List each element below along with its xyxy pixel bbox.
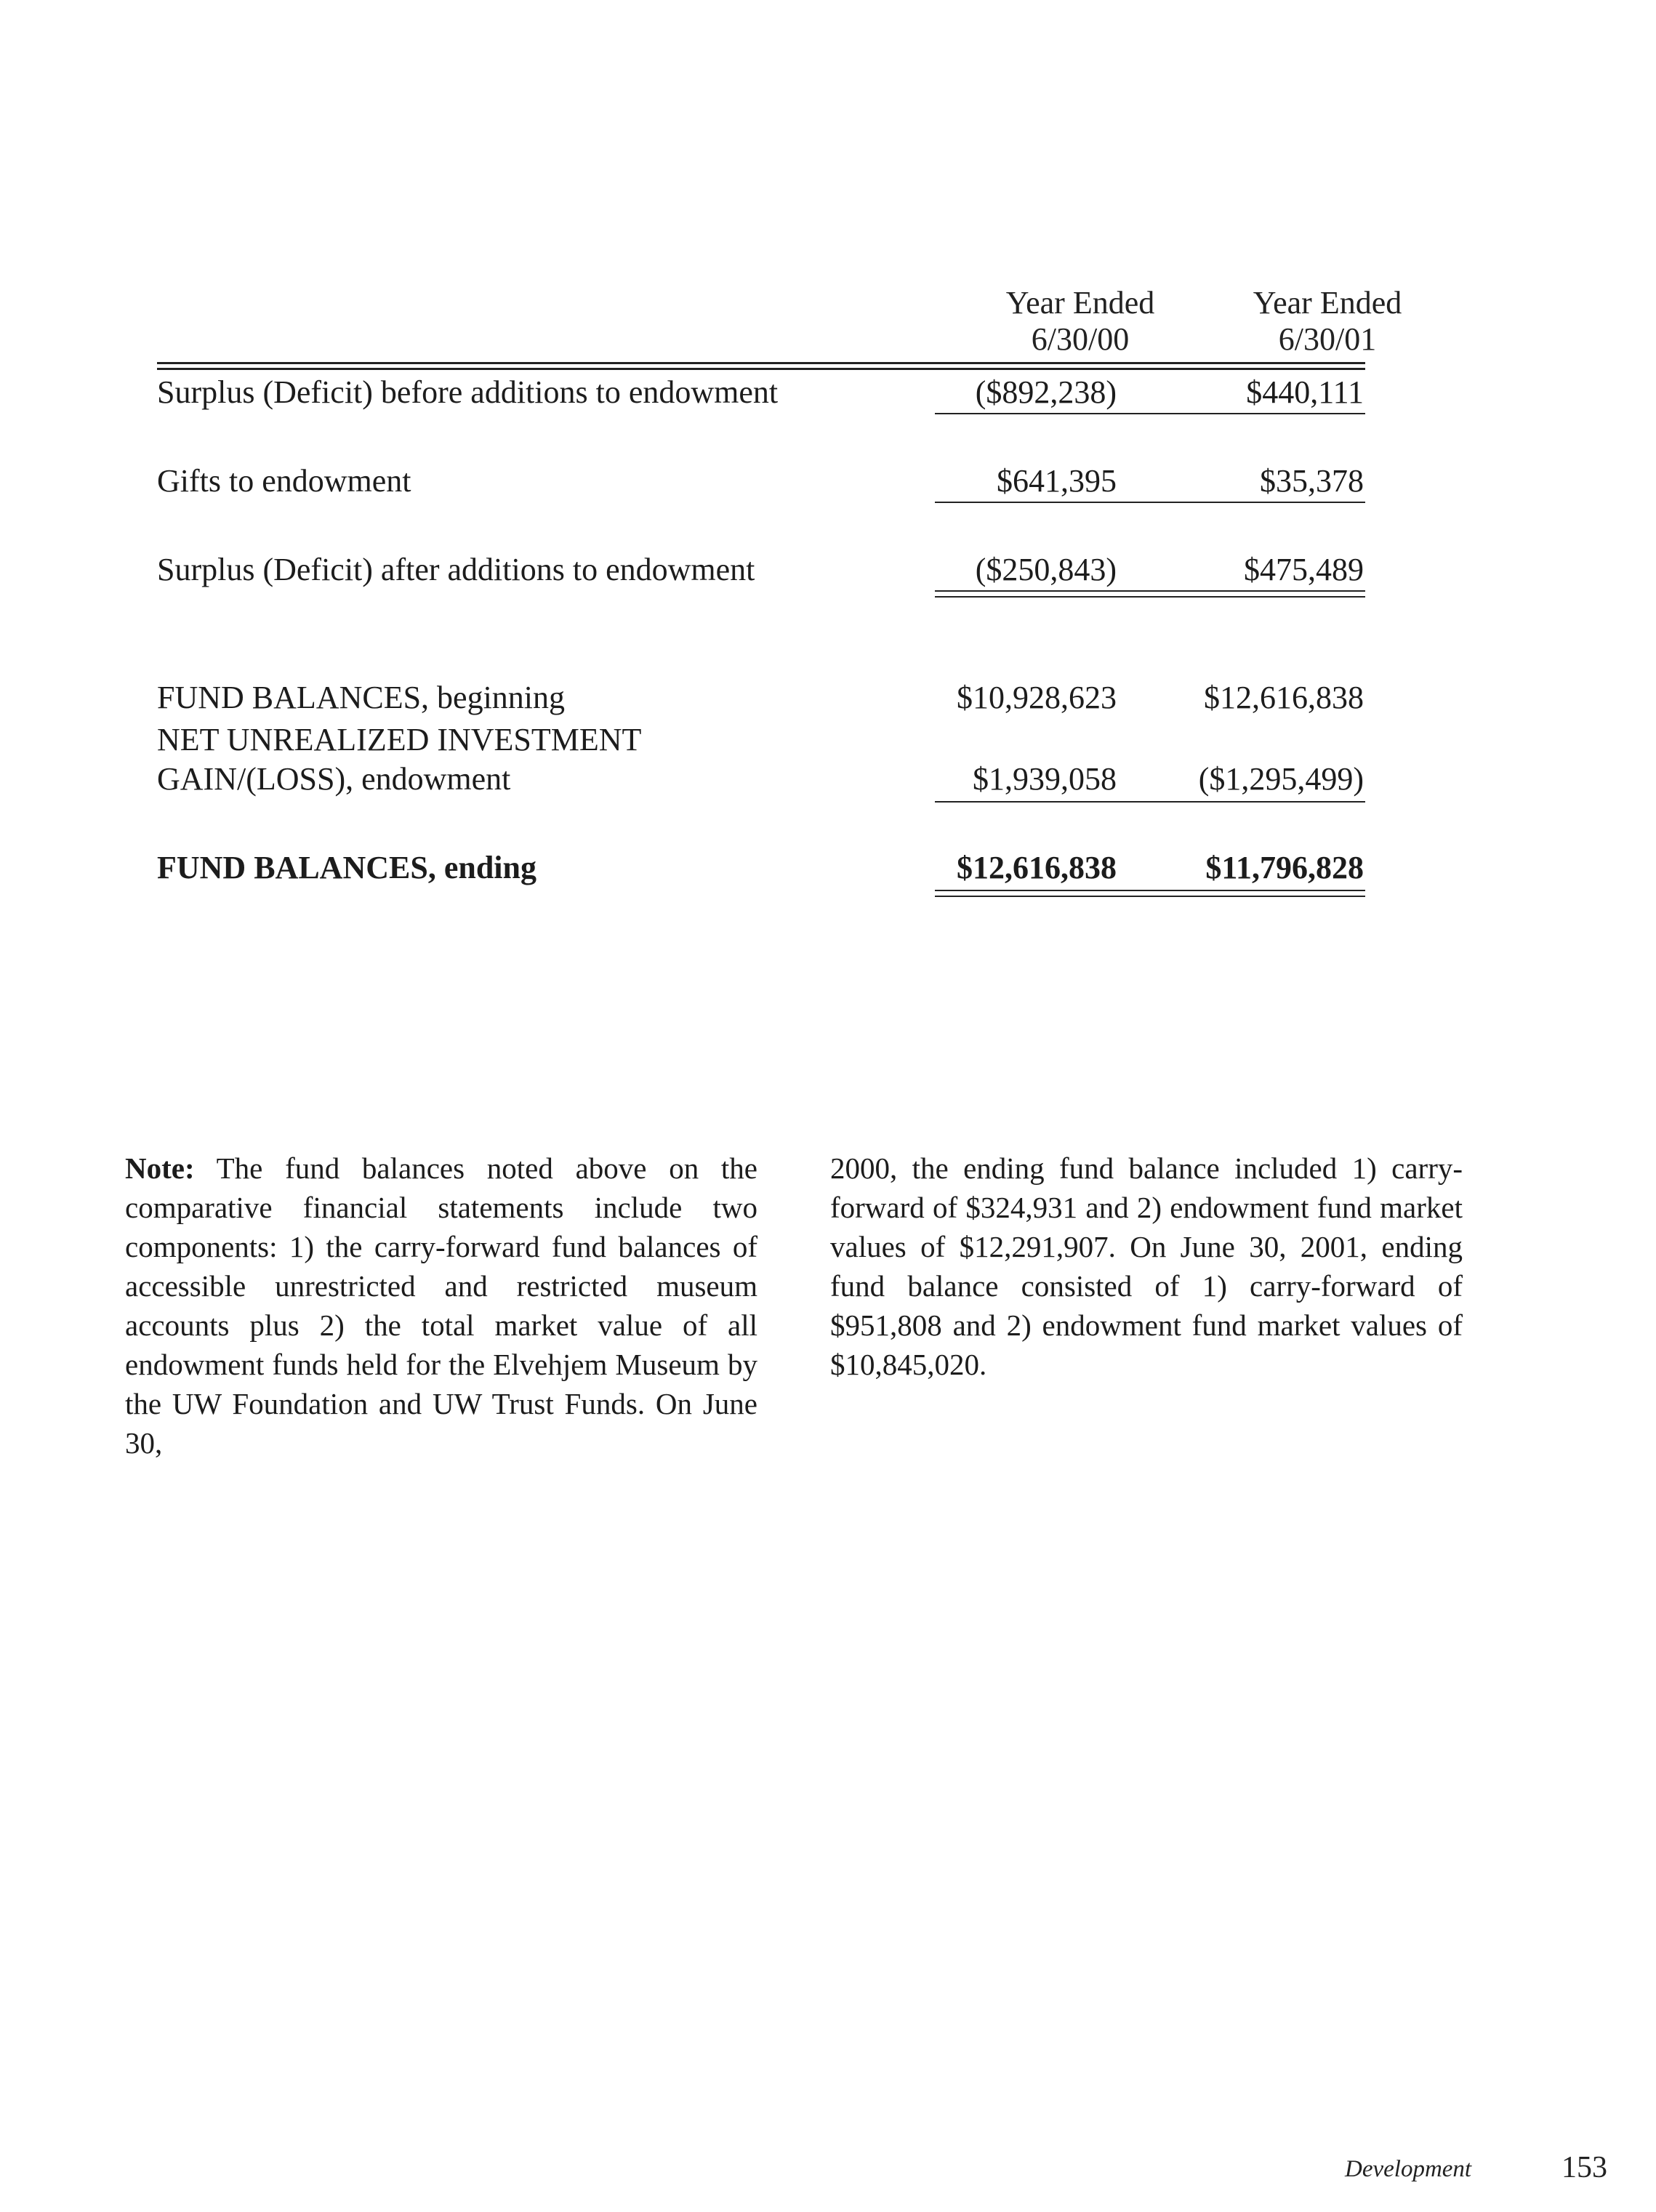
- value-2001: $440,111: [1246, 374, 1364, 410]
- table-row: [157, 372, 1365, 416]
- table-row: [157, 720, 1365, 763]
- double-underline: [935, 890, 1365, 891]
- value-2001: $12,616,838: [1204, 680, 1364, 715]
- value-2000: $641,395: [997, 463, 1117, 499]
- double-underline: [935, 896, 1365, 897]
- note-label: Note:: [125, 1151, 195, 1185]
- note-column-right: [830, 1149, 1463, 1384]
- table-row: [157, 461, 1365, 504]
- header-rule: [157, 362, 1365, 364]
- column-header-line1: Year Ended: [1253, 285, 1402, 321]
- row-label: Surplus (Deficit) after additions to endowment: [157, 552, 755, 587]
- page-number: 153: [1561, 2151, 1607, 2184]
- value-2001: ($1,295,499): [1198, 761, 1364, 797]
- double-underline: [935, 590, 1365, 592]
- value-2001: $11,796,828: [1205, 850, 1364, 885]
- value-2000: $12,616,838: [957, 850, 1117, 885]
- row-label: NET UNREALIZED INVESTMENT: [157, 722, 642, 757]
- table-row: [157, 848, 1365, 891]
- column-header-line2: 6/30/01: [1278, 321, 1377, 357]
- total-rule: [935, 413, 1365, 414]
- column-header-line1: Year Ended: [1005, 285, 1155, 321]
- table-row: [157, 677, 1365, 721]
- row-label: FUND BALANCES, beginning: [157, 680, 566, 715]
- subtotal-rule: [935, 801, 1365, 803]
- note-text-left: The fund balances noted above on the comparative financial statements include two components: 1) the carry-forward fund balances of accessible unrestricted and restricted museum accounts plus 2) the total market value of all endowment funds held for the Elvehjem Museum by the UW Foundation and UW Trust Funds. On June 30,: [125, 1151, 758, 1460]
- column-header-2000: [964, 285, 1197, 358]
- value-2000: $1,939,058: [973, 761, 1117, 797]
- note-text-right: 2000, the ending fund balance included 1) carry-forward of $324,931 and 2) endowment fund market values of $12,291,907. On June 30, 2001, ending fund balance consisted of 1) carry-forward of $951,808 and 2) endowment fund market values of $10,845,020.: [830, 1151, 1463, 1381]
- value-2000: ($250,843): [975, 552, 1117, 587]
- value-2001: $475,489: [1244, 552, 1364, 587]
- row-label: Surplus (Deficit) before additions to endowment: [157, 374, 779, 410]
- row-label: GAIN/(LOSS), endowment: [157, 761, 511, 797]
- value-2000: ($892,238): [975, 374, 1117, 410]
- subtotal-rule: [935, 502, 1365, 503]
- column-header-line2: 6/30/00: [1031, 321, 1130, 357]
- footer-section-title: Development: [1345, 2156, 1472, 2182]
- double-underline: [935, 596, 1365, 598]
- column-header-2001: [1211, 285, 1444, 358]
- row-label: Gifts to endowment: [157, 463, 411, 499]
- value-2001: $35,378: [1260, 463, 1364, 499]
- value-2000: $10,928,623: [957, 680, 1117, 715]
- row-label: FUND BALANCES, ending: [157, 850, 536, 885]
- table-row: [157, 759, 1365, 803]
- header-rule: [157, 368, 1365, 370]
- table-row: [157, 550, 1365, 593]
- note-column-left: [125, 1149, 757, 1463]
